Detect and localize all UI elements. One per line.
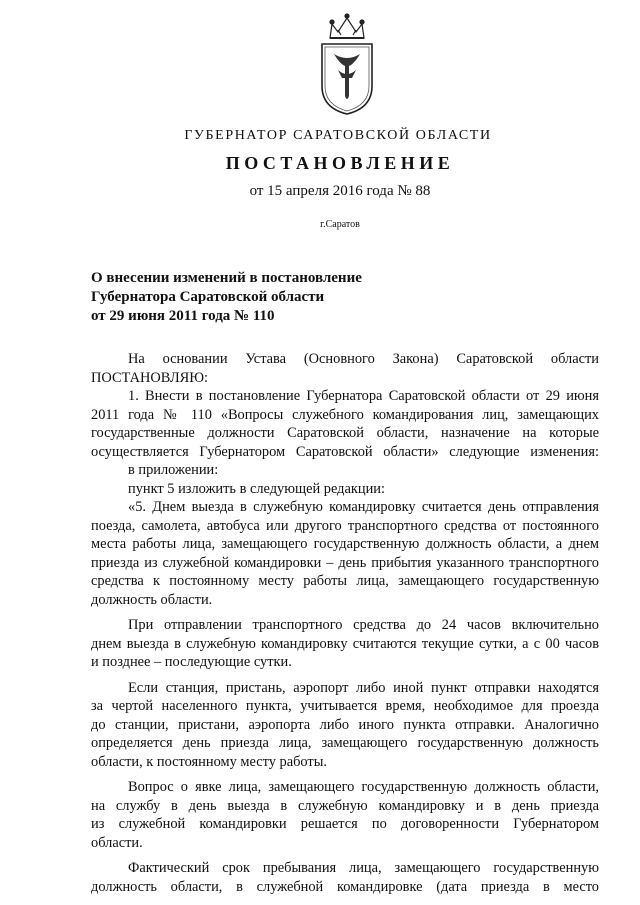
body-line: до станции, пристани, аэропорта либо иного пункта отправки. Аналогично [91,716,599,733]
body-line: поезда, самолета, автобуса или другого транспортного средства от постоянного [91,517,599,534]
document-date-number: от 15 апреля 2016 года № 88 [249,183,431,199]
body-line: 2011 года № 110 «Вопросы служебного командирования лиц, замещающих [91,406,599,423]
body-line: «5. Днем выезда в служебную командировку считается день отправления [128,499,599,515]
document-heading [91,269,471,326]
heading-line: от 29 июня 2011 года № 110 [91,308,275,324]
document-type-title: ПОСТАНОВЛЕНИЕ [225,153,455,173]
body-line: средства к постоянному месту работы лица, замещающего государственную [91,573,599,589]
body-line: должность области, в служебной командировке (дата приезда в место [91,878,599,895]
body-line: и позднее – последующие сутки. [91,654,292,670]
body-line: осуществляется Губернатором Саратовской области» следующие изменения: [91,443,599,460]
body-line: На основании Устава (Основного Закона) Саратовской области [128,351,599,367]
saratov-coat-of-arms-emblem [308,8,386,118]
body-line: приезда из служебной командировки – день прибытия указанного транспортного [91,554,599,571]
body-line: места работы лица, замещающего государственную должность области, а днем [91,536,599,552]
body-line: за чертой населенного пункта, учитывается время, необходимое для проезда [91,698,599,714]
body-line: области, к постоянному месту работы. [91,753,327,770]
body-line: на службу в день выезда в служебную командировку и в день приезда [91,797,599,814]
body-line: Вопрос о явке лица, замещающего государственную должность области, [128,779,599,795]
body-line: пункт 5 изложить в следующей редакции: [128,480,385,497]
body-line: из служебной командировки решается по договоренности Губернатором [91,816,599,832]
heading-line: О внесении изменений в постановление [91,270,362,286]
body-line: При отправлении транспортного средства до 24 часов включительно [128,617,599,633]
body-line: области. [91,834,143,851]
document-city: г.Саратов [320,219,360,230]
body-line: 1. Внести в постановление Губернатора Саратовской области от 29 июня [128,388,599,404]
body-line: государственные должности Саратовской области, назначение на которые [91,425,599,441]
body-line: днем выезда в служебную командировку считаются текущие сутки, а с 00 часов [91,635,599,652]
body-line: должность области. [91,591,213,608]
document-body [91,350,599,896]
body-line: Если станция, пристань, аэропорт либо иной пункт отправки находятся [128,679,599,696]
issuing-authority: ГУБЕРНАТОР САРАТОВСКОЙ ОБЛАСТИ [184,128,492,143]
body-line: определяется день приезда лица, замещающего государственную должность [91,735,599,751]
body-line: Фактический срок пребывания лица, замещающего государственную [128,860,599,876]
body-line: в приложении: [128,462,219,478]
body-line: ПОСТАНОВЛЯЮ: [91,369,209,386]
heading-line: Губернатора Саратовской области [91,289,325,305]
